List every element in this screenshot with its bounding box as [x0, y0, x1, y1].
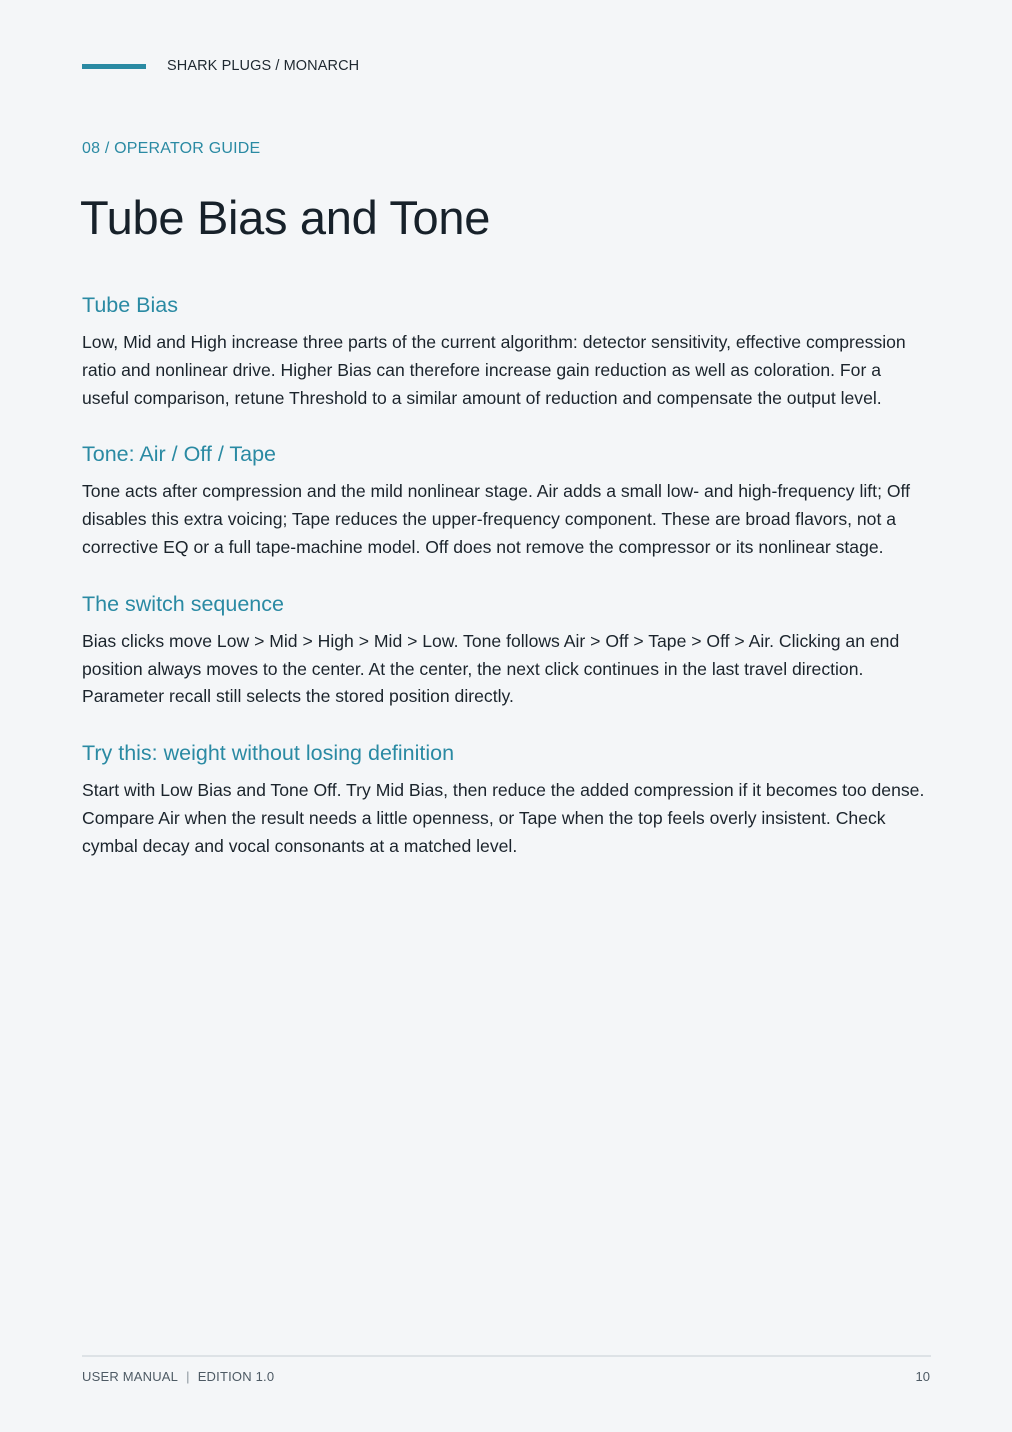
section-heading: Tube Bias: [82, 293, 179, 317]
page-title: Tube Bias and Tone: [80, 191, 491, 244]
section-body: Bias clicks move Low > Mid > High > Mid > Low. Tone follows Air > Off > Tape > Off > Air. Clicking an end position always moves to the center. At the center, the next click continues in the last travel direction. Parameter recall still selects the stored position directly.: [82, 630, 900, 707]
page-number: 10: [915, 1369, 930, 1384]
page-content: [82, 290, 932, 888]
footer-separator: |: [186, 1369, 190, 1384]
section-label: 08 / OPERATOR GUIDE: [82, 140, 261, 157]
section-body: Start with Low Bias and Tone Off. Try Mid Bias, then reduce the added compression if it becomes too dense. Compare Air when the result needs a little openness, or Tape when the top feels overly insistent. Check cymbal decay and vocal consonants at a matched level.: [82, 780, 925, 856]
footer-divider: [82, 1355, 931, 1357]
footer-edition: EDITION 1.0: [197, 1369, 275, 1384]
section-body: Tone acts after compression and the mild nonlinear stage. Air adds a small low- and high-frequency lift; Off disables this extra voicing; Tape reduces the upper-frequency component. These are broad flavors, not a corrective EQ or a full tape-machine model. Off does not remove the compressor or its nonlinear stage.: [82, 481, 910, 557]
section-heading: Try this: weight without losing definition: [82, 741, 455, 766]
header-accent-rule: [82, 64, 146, 69]
header-brand: SHARK PLUGS / MONARCH: [167, 58, 360, 74]
footer-info: [82, 1369, 274, 1384]
section-tone: [82, 439, 932, 561]
page-header: [82, 58, 359, 74]
section-tube-bias: [82, 290, 932, 412]
footer-manual-label: USER MANUAL: [82, 1369, 179, 1384]
section-body: Low, Mid and High increase three parts of the current algorithm: detector sensitivity, effective compression ratio and nonlinear drive. Higher Bias can therefore increase gain reduction as well as coloration. For a useful comparison, retune Threshold to a similar amount of reduction and compensate the output level.: [82, 332, 906, 408]
section-heading: The switch sequence: [82, 591, 284, 616]
section-try-this: [82, 738, 932, 860]
section-heading: Tone: Air / Off / Tape: [82, 442, 277, 467]
section-switch-sequence: [82, 589, 932, 711]
